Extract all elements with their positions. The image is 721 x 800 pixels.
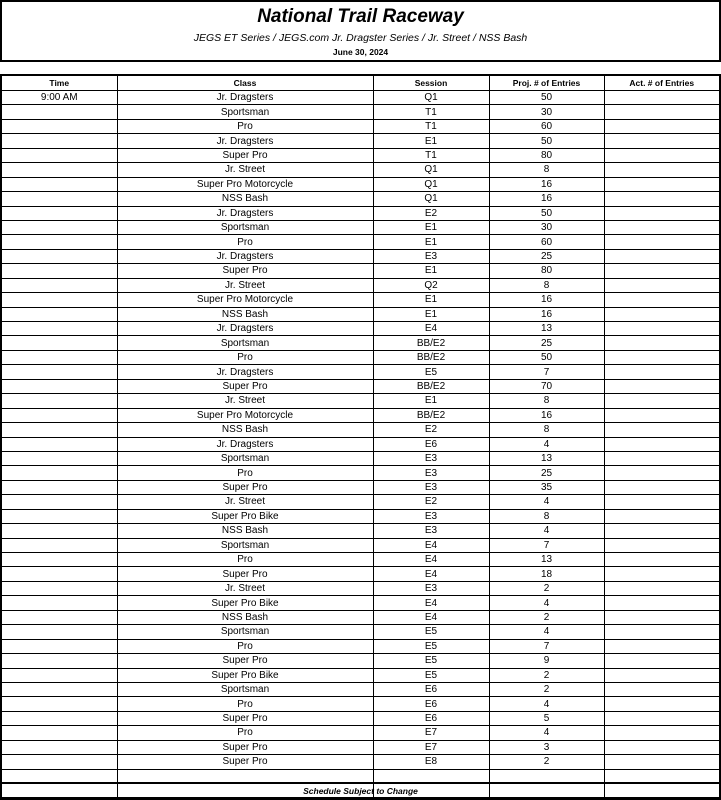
schedule-body [1,91,720,798]
projected-entries-cell: 13 [489,322,604,336]
projected-entries-cell: 3 [489,740,604,754]
column-header-class: Class [117,75,373,91]
session-cell: E8 [373,755,489,769]
table-row [1,509,720,523]
table-row [1,740,720,754]
time-cell [1,567,117,581]
session-cell: E1 [373,394,489,408]
time-cell [1,451,117,465]
table-row [1,350,720,364]
projected-entries-cell: 25 [489,466,604,480]
actual-entries-cell [604,177,720,191]
projected-entries-cell: 16 [489,307,604,321]
class-cell: Jr. Street [117,495,373,509]
table-row [1,625,720,639]
projected-entries-cell: 30 [489,105,604,119]
class-cell: Jr. Dragsters [117,322,373,336]
class-cell: Jr. Dragsters [117,91,373,105]
class-cell: Super Pro [117,711,373,725]
projected-entries-cell: 4 [489,495,604,509]
actual-entries-cell [604,264,720,278]
session-cell: E6 [373,682,489,696]
time-cell [1,726,117,740]
actual-entries-cell [604,755,720,769]
projected-entries-cell: 2 [489,682,604,696]
time-cell [1,509,117,523]
projected-entries-cell: 25 [489,336,604,350]
time-cell [1,163,117,177]
session-cell: E3 [373,581,489,595]
actual-entries-cell [604,610,720,624]
actual-entries-cell [604,192,720,206]
session-cell: E2 [373,423,489,437]
class-cell: Super Pro Bike [117,668,373,682]
session-cell: E3 [373,249,489,263]
actual-entries-cell [604,134,720,148]
time-cell: 9:00 AM [1,91,117,105]
time-cell [1,625,117,639]
projected-entries-cell: 4 [489,596,604,610]
class-cell: NSS Bash [117,192,373,206]
actual-entries-cell [604,293,720,307]
projected-entries-cell: 16 [489,408,604,422]
projected-entries-cell: 8 [489,423,604,437]
time-cell [1,596,117,610]
session-cell: E1 [373,307,489,321]
table-row [1,553,720,567]
class-cell: Pro [117,639,373,653]
table-row [1,682,720,696]
session-cell: E1 [373,134,489,148]
header-box [0,0,721,62]
session-cell: E5 [373,639,489,653]
projected-entries-cell: 8 [489,394,604,408]
time-cell [1,437,117,451]
session-cell: E5 [373,668,489,682]
actual-entries-cell [604,711,720,725]
class-cell: Super Pro [117,567,373,581]
table-row [1,220,720,234]
projected-entries-cell: 8 [489,278,604,292]
table-row [1,524,720,538]
table-row [1,134,720,148]
time-cell [1,278,117,292]
class-cell: Super Pro Motorcycle [117,177,373,191]
time-cell [1,740,117,754]
column-header-session: Session [373,75,489,91]
table-row [1,480,720,494]
time-cell [1,235,117,249]
session-cell: E4 [373,538,489,552]
actual-entries-cell [604,394,720,408]
time-cell [1,264,117,278]
actual-entries-cell [604,91,720,105]
class-cell: Pro [117,697,373,711]
actual-entries-cell [604,163,720,177]
time-cell [1,408,117,422]
projected-entries-cell: 5 [489,711,604,725]
time-cell [1,538,117,552]
table-row [1,307,720,321]
actual-entries-cell [604,495,720,509]
projected-entries-cell: 16 [489,177,604,191]
projected-entries-cell: 7 [489,365,604,379]
actual-entries-cell [604,336,720,350]
actual-entries-cell [604,220,720,234]
class-cell: Jr. Dragsters [117,206,373,220]
projected-entries-cell: 8 [489,509,604,523]
actual-entries-cell [604,148,720,162]
session-cell: BB/E2 [373,379,489,393]
session-cell: E5 [373,625,489,639]
class-cell: Super Pro [117,740,373,754]
projected-entries-cell: 80 [489,148,604,162]
actual-entries-cell [604,509,720,523]
projected-entries-cell: 50 [489,91,604,105]
time-cell [1,524,117,538]
time-cell [1,134,117,148]
table-row [1,365,720,379]
time-cell [1,668,117,682]
schedule-table [0,74,721,798]
session-cell: E5 [373,654,489,668]
time-cell [1,711,117,725]
table-row [1,322,720,336]
class-cell: Sportsman [117,220,373,234]
session-cell: E3 [373,480,489,494]
class-cell: Super Pro [117,755,373,769]
projected-entries-cell: 13 [489,451,604,465]
time-cell [1,249,117,263]
class-cell: Pro [117,119,373,133]
table-row [1,235,720,249]
table-row [1,437,720,451]
session-cell: E6 [373,437,489,451]
table-row [1,394,720,408]
actual-entries-cell [604,206,720,220]
page-title: National Trail Raceway [257,6,464,27]
table-row [1,596,720,610]
class-cell: Sportsman [117,682,373,696]
class-cell: Super Pro [117,480,373,494]
table-row [1,755,720,769]
projected-entries-cell: 4 [489,726,604,740]
table-row [1,293,720,307]
class-cell: Pro [117,466,373,480]
class-cell: Jr. Street [117,394,373,408]
class-cell: Sportsman [117,625,373,639]
projected-entries-cell: 7 [489,538,604,552]
table-row [1,697,720,711]
session-cell: E1 [373,220,489,234]
projected-entries-cell: 13 [489,553,604,567]
class-cell: NSS Bash [117,524,373,538]
column-header-time: Time [1,75,117,91]
time-cell [1,350,117,364]
table-row [1,105,720,119]
time-cell [1,495,117,509]
actual-entries-cell [604,379,720,393]
actual-entries-cell [604,567,720,581]
class-cell: Super Pro Bike [117,509,373,523]
class-cell: NSS Bash [117,307,373,321]
class-cell: Jr. Street [117,581,373,595]
actual-entries-cell [604,524,720,538]
projected-entries-cell: 50 [489,206,604,220]
class-cell: Sportsman [117,538,373,552]
class-cell: Pro [117,726,373,740]
actual-entries-cell [604,726,720,740]
class-cell: Jr. Street [117,278,373,292]
projected-entries-cell: 60 [489,119,604,133]
actual-entries-cell [604,105,720,119]
table-header-row [1,75,720,91]
table-row [1,495,720,509]
session-cell: E3 [373,524,489,538]
actual-entries-cell [604,249,720,263]
session-cell: T1 [373,105,489,119]
class-cell: Pro [117,350,373,364]
table-row [1,206,720,220]
session-cell: E1 [373,264,489,278]
class-cell: Super Pro Motorcycle [117,293,373,307]
session-cell: Q2 [373,278,489,292]
actual-entries-cell [604,480,720,494]
session-cell: E2 [373,495,489,509]
time-cell [1,322,117,336]
actual-entries-cell [604,451,720,465]
time-cell [1,423,117,437]
time-cell [1,610,117,624]
projected-entries-cell: 18 [489,567,604,581]
time-cell [1,755,117,769]
session-cell: E3 [373,451,489,465]
projected-entries-cell: 80 [489,264,604,278]
event-date: June 30, 2024 [332,47,389,57]
actual-entries-cell [604,596,720,610]
projected-entries-cell: 2 [489,755,604,769]
column-header-projected-entries: Proj. # of Entries [489,75,604,91]
table-row [1,91,720,105]
session-cell: E7 [373,726,489,740]
class-cell: Super Pro Bike [117,596,373,610]
class-cell: Sportsman [117,336,373,350]
page-subtitle: JEGS ET Series / JEGS.com Jr. Dragster Series / Jr. Street / NSS Bash [193,32,528,44]
session-cell: E2 [373,206,489,220]
actual-entries-cell [604,307,720,321]
projected-entries-cell: 4 [489,625,604,639]
time-cell [1,119,117,133]
actual-entries-cell [604,365,720,379]
actual-entries-cell [604,625,720,639]
time-cell [1,293,117,307]
actual-entries-cell [604,466,720,480]
table-row [1,148,720,162]
footer-note: Schedule Subject to Change [0,782,721,800]
time-cell [1,148,117,162]
table-row [1,177,720,191]
time-cell [1,480,117,494]
class-cell: Pro [117,235,373,249]
projected-entries-cell: 30 [489,220,604,234]
actual-entries-cell [604,423,720,437]
actual-entries-cell [604,408,720,422]
actual-entries-cell [604,119,720,133]
time-cell [1,581,117,595]
table-row [1,581,720,595]
actual-entries-cell [604,682,720,696]
actual-entries-cell [604,538,720,552]
class-cell: Jr. Street [117,163,373,177]
table-row [1,610,720,624]
projected-entries-cell: 25 [489,249,604,263]
time-cell [1,365,117,379]
projected-entries-cell: 4 [489,697,604,711]
time-cell [1,394,117,408]
actual-entries-cell [604,581,720,595]
table-row [1,538,720,552]
column-header-actual-entries: Act. # of Entries [604,75,720,91]
session-cell: T1 [373,148,489,162]
session-cell: E4 [373,596,489,610]
class-cell: Pro [117,553,373,567]
session-cell: E7 [373,740,489,754]
class-cell: Jr. Dragsters [117,437,373,451]
table-row [1,379,720,393]
class-cell: Super Pro [117,654,373,668]
session-cell: BB/E2 [373,336,489,350]
table-row [1,278,720,292]
time-cell [1,192,117,206]
table-row [1,163,720,177]
class-cell: NSS Bash [117,423,373,437]
actual-entries-cell [604,350,720,364]
table-row [1,408,720,422]
class-cell: Jr. Dragsters [117,365,373,379]
session-cell: E3 [373,509,489,523]
projected-entries-cell: 4 [489,524,604,538]
actual-entries-cell [604,278,720,292]
session-cell: Q1 [373,163,489,177]
time-cell [1,336,117,350]
time-cell [1,177,117,191]
class-cell: Super Pro Motorcycle [117,408,373,422]
projected-entries-cell: 8 [489,163,604,177]
table-row [1,654,720,668]
actual-entries-cell [604,740,720,754]
actual-entries-cell [604,639,720,653]
table-row [1,726,720,740]
time-cell [1,206,117,220]
table-row [1,423,720,437]
projected-entries-cell: 35 [489,480,604,494]
table-row [1,668,720,682]
table-row [1,639,720,653]
actual-entries-cell [604,654,720,668]
projected-entries-cell: 50 [489,350,604,364]
projected-entries-cell: 16 [489,192,604,206]
time-cell [1,682,117,696]
session-cell: E4 [373,553,489,567]
projected-entries-cell: 70 [489,379,604,393]
session-cell: BB/E2 [373,408,489,422]
time-cell [1,466,117,480]
session-cell: E4 [373,610,489,624]
session-cell: E1 [373,235,489,249]
time-cell [1,379,117,393]
session-cell: Q1 [373,177,489,191]
class-cell: Jr. Dragsters [117,134,373,148]
table-row [1,711,720,725]
time-cell [1,654,117,668]
class-cell: NSS Bash [117,610,373,624]
time-cell [1,220,117,234]
actual-entries-cell [604,437,720,451]
time-cell [1,697,117,711]
projected-entries-cell: 9 [489,654,604,668]
session-cell: E3 [373,466,489,480]
session-cell: E6 [373,697,489,711]
time-cell [1,639,117,653]
class-cell: Sportsman [117,451,373,465]
projected-entries-cell: 2 [489,610,604,624]
time-cell [1,553,117,567]
time-cell [1,105,117,119]
projected-entries-cell: 7 [489,639,604,653]
actual-entries-cell [604,322,720,336]
projected-entries-cell: 2 [489,581,604,595]
table-row [1,466,720,480]
table-row [1,119,720,133]
table-row [1,249,720,263]
projected-entries-cell: 2 [489,668,604,682]
projected-entries-cell: 60 [489,235,604,249]
session-cell: E4 [373,322,489,336]
session-cell: E1 [373,293,489,307]
session-cell: BB/E2 [373,350,489,364]
actual-entries-cell [604,668,720,682]
class-cell: Super Pro [117,264,373,278]
actual-entries-cell [604,697,720,711]
table-row [1,451,720,465]
actual-entries-cell [604,235,720,249]
table-row [1,264,720,278]
session-cell: Q1 [373,192,489,206]
session-cell: Q1 [373,91,489,105]
time-cell [1,307,117,321]
class-cell: Super Pro [117,379,373,393]
projected-entries-cell: 4 [489,437,604,451]
class-cell: Super Pro [117,148,373,162]
class-cell: Jr. Dragsters [117,249,373,263]
session-cell: T1 [373,119,489,133]
table-row [1,192,720,206]
projected-entries-cell: 50 [489,134,604,148]
projected-entries-cell: 16 [489,293,604,307]
table-row [1,567,720,581]
session-cell: E4 [373,567,489,581]
actual-entries-cell [604,553,720,567]
session-cell: E6 [373,711,489,725]
class-cell: Sportsman [117,105,373,119]
table-row [1,336,720,350]
session-cell: E5 [373,365,489,379]
